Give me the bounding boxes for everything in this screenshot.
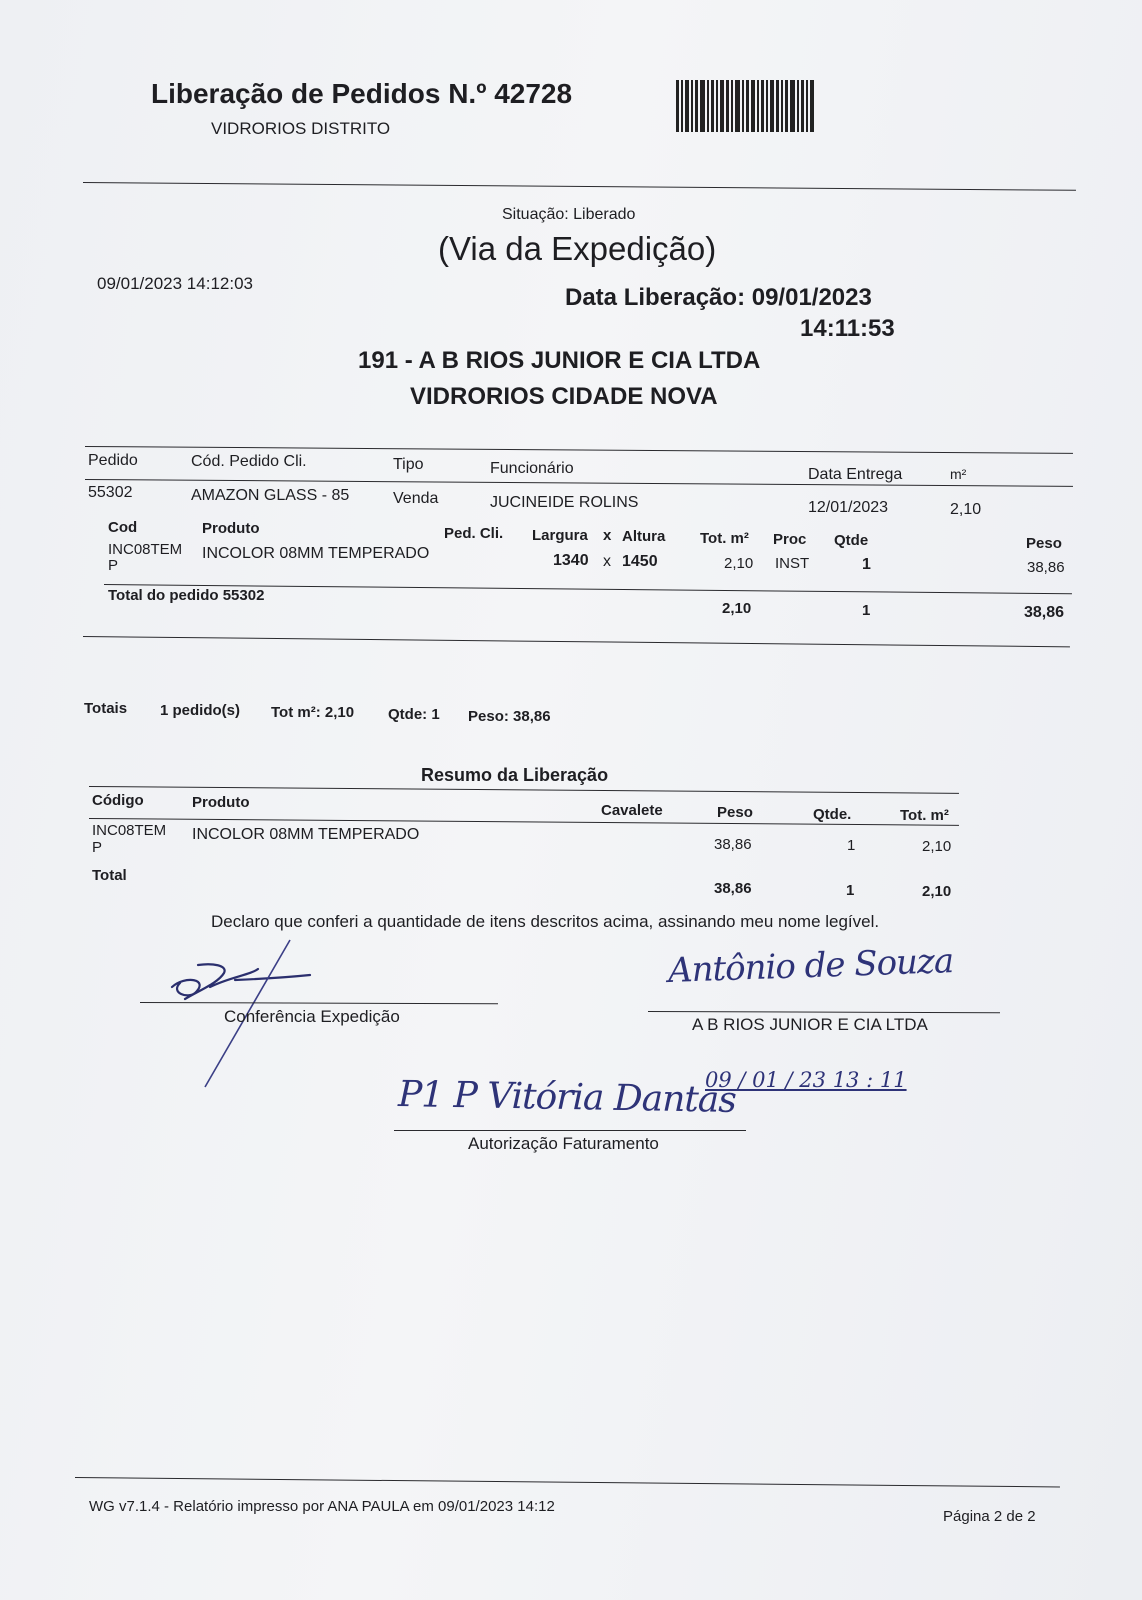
summary-produto: INCOLOR 08MM TEMPERADO (192, 826, 420, 843)
col-data-entrega: Data Entrega (808, 466, 903, 483)
summary-codigo-cont: P (92, 839, 103, 856)
order-section-divider (83, 636, 1070, 647)
summary-total-peso: 38,86 (714, 880, 752, 897)
via-label: (Via da Expedição) (438, 230, 717, 267)
summary-total-qtde: 1 (846, 882, 855, 899)
totals-m2: Tot m²: 2,10 (271, 704, 355, 721)
summary-col-produto: Produto (192, 794, 250, 811)
item-col-peso: Peso (1026, 535, 1062, 552)
order-table-header-line (85, 479, 1073, 487)
item-peso: 38,86 (1027, 559, 1065, 576)
order-cod-cli: AMAZON GLASS - 85 (191, 487, 350, 504)
item-x: x (603, 553, 611, 570)
item-col-largura: Largura (532, 527, 588, 544)
company-name: VIDRORIOS DISTRITO (211, 119, 391, 138)
item-col-tot-m2: Tot. m² (700, 530, 749, 547)
col-tipo: Tipo (393, 456, 424, 473)
footer-divider (75, 1477, 1060, 1487)
summary-qtde: 1 (847, 837, 856, 854)
client-name: 191 - A B RIOS JUNIOR E CIA LTDA (358, 347, 761, 374)
client-branch: VIDRORIOS CIDADE NOVA (410, 383, 718, 410)
footer-printed-by: WG v7.1.4 - Relatório impresso por ANA PAULA em 09/01/2023 14:12 (89, 1498, 555, 1515)
item-col-x: x (603, 527, 612, 544)
conferencia-label: Conferência Expedição (224, 1007, 400, 1026)
col-pedido: Pedido (88, 452, 138, 469)
authorization-signature: P1 P Vitória Dantas (397, 1074, 737, 1121)
order-data-entrega: 12/01/2023 (808, 499, 889, 516)
item-produto: INCOLOR 08MM TEMPERADO (202, 545, 430, 562)
order-total-label: Total do pedido 55302 (108, 587, 265, 604)
item-col-ped-cli: Ped. Cli. (444, 525, 504, 542)
summary-col-cavalete: Cavalete (601, 802, 663, 819)
summary-top-line (89, 786, 959, 794)
totals-qtde: Qtde: 1 (388, 706, 440, 723)
summary-col-codigo: Código (92, 792, 144, 809)
summary-codigo: INC08TEM (92, 822, 167, 839)
barcode (676, 80, 850, 132)
order-tipo: Venda (393, 490, 439, 507)
item-qtde: 1 (862, 556, 871, 573)
item-tot-m2: 2,10 (724, 555, 754, 572)
order-m2: 2,10 (950, 501, 982, 518)
item-col-cod: Cod (108, 519, 138, 536)
item-cod: INC08TEM (108, 541, 183, 558)
print-datetime: 09/01/2023 14:12:03 (97, 274, 253, 293)
summary-col-qtde: Qtde. (813, 806, 852, 823)
item-col-qtde: Qtde (834, 532, 869, 549)
handwritten-datetime: 09 / 01 / 23 13 : 11 (705, 1068, 907, 1092)
header-divider (83, 182, 1076, 191)
client-label: A B RIOS JUNIOR E CIA LTDA (692, 1015, 928, 1034)
client-signature: Antônio de Souza (667, 941, 954, 991)
document-title: Liberação de Pedidos N.º 42728 (151, 78, 573, 109)
status-label: Situação: Liberado (502, 206, 636, 223)
release-time: 14:11:53 (800, 315, 895, 342)
item-col-altura: Altura (622, 528, 666, 545)
item-proc: INST (775, 555, 810, 572)
order-total-qtde: 1 (862, 602, 871, 619)
summary-tot-m2: 2,10 (922, 838, 952, 855)
summary-col-peso: Peso (717, 804, 753, 821)
client-signature-line (648, 1011, 1000, 1013)
declaration-text: Declaro que conferi a quantidade de itens descritos acima, assinando meu nome legível. (211, 912, 880, 931)
order-funcionario: JUCINEIDE ROLINS (490, 494, 639, 511)
summary-total-m2: 2,10 (922, 883, 952, 900)
release-date: Data Liberação: 09/01/2023 (565, 284, 872, 311)
footer-page-number: Página 2 de 2 (943, 1508, 1036, 1525)
item-altura: 1450 (622, 553, 658, 570)
item-cod-cont: P (108, 557, 119, 574)
col-m2: m² (950, 466, 967, 482)
totals-pedidos: 1 pedido(s) (160, 702, 241, 719)
col-cod-pedido-cli: Cód. Pedido Cli. (191, 453, 307, 470)
authorization-line (394, 1130, 746, 1131)
authorization-label: Autorização Faturamento (468, 1134, 659, 1153)
totals-peso: Peso: 38,86 (468, 708, 551, 725)
summary-col-tot-m2: Tot. m² (900, 807, 949, 824)
item-largura: 1340 (553, 552, 589, 569)
summary-total-label: Total (92, 867, 127, 884)
col-funcionario: Funcionário (490, 460, 574, 477)
summary-title: Resumo da Liberação (421, 765, 609, 785)
order-total-peso: 38,86 (1024, 604, 1065, 621)
item-col-produto: Produto (202, 520, 260, 537)
totals-label: Totais (84, 700, 128, 717)
item-col-proc: Proc (773, 531, 807, 548)
order-pedido: 55302 (88, 484, 133, 501)
order-total-m2: 2,10 (722, 600, 752, 617)
summary-peso: 38,86 (714, 836, 752, 853)
